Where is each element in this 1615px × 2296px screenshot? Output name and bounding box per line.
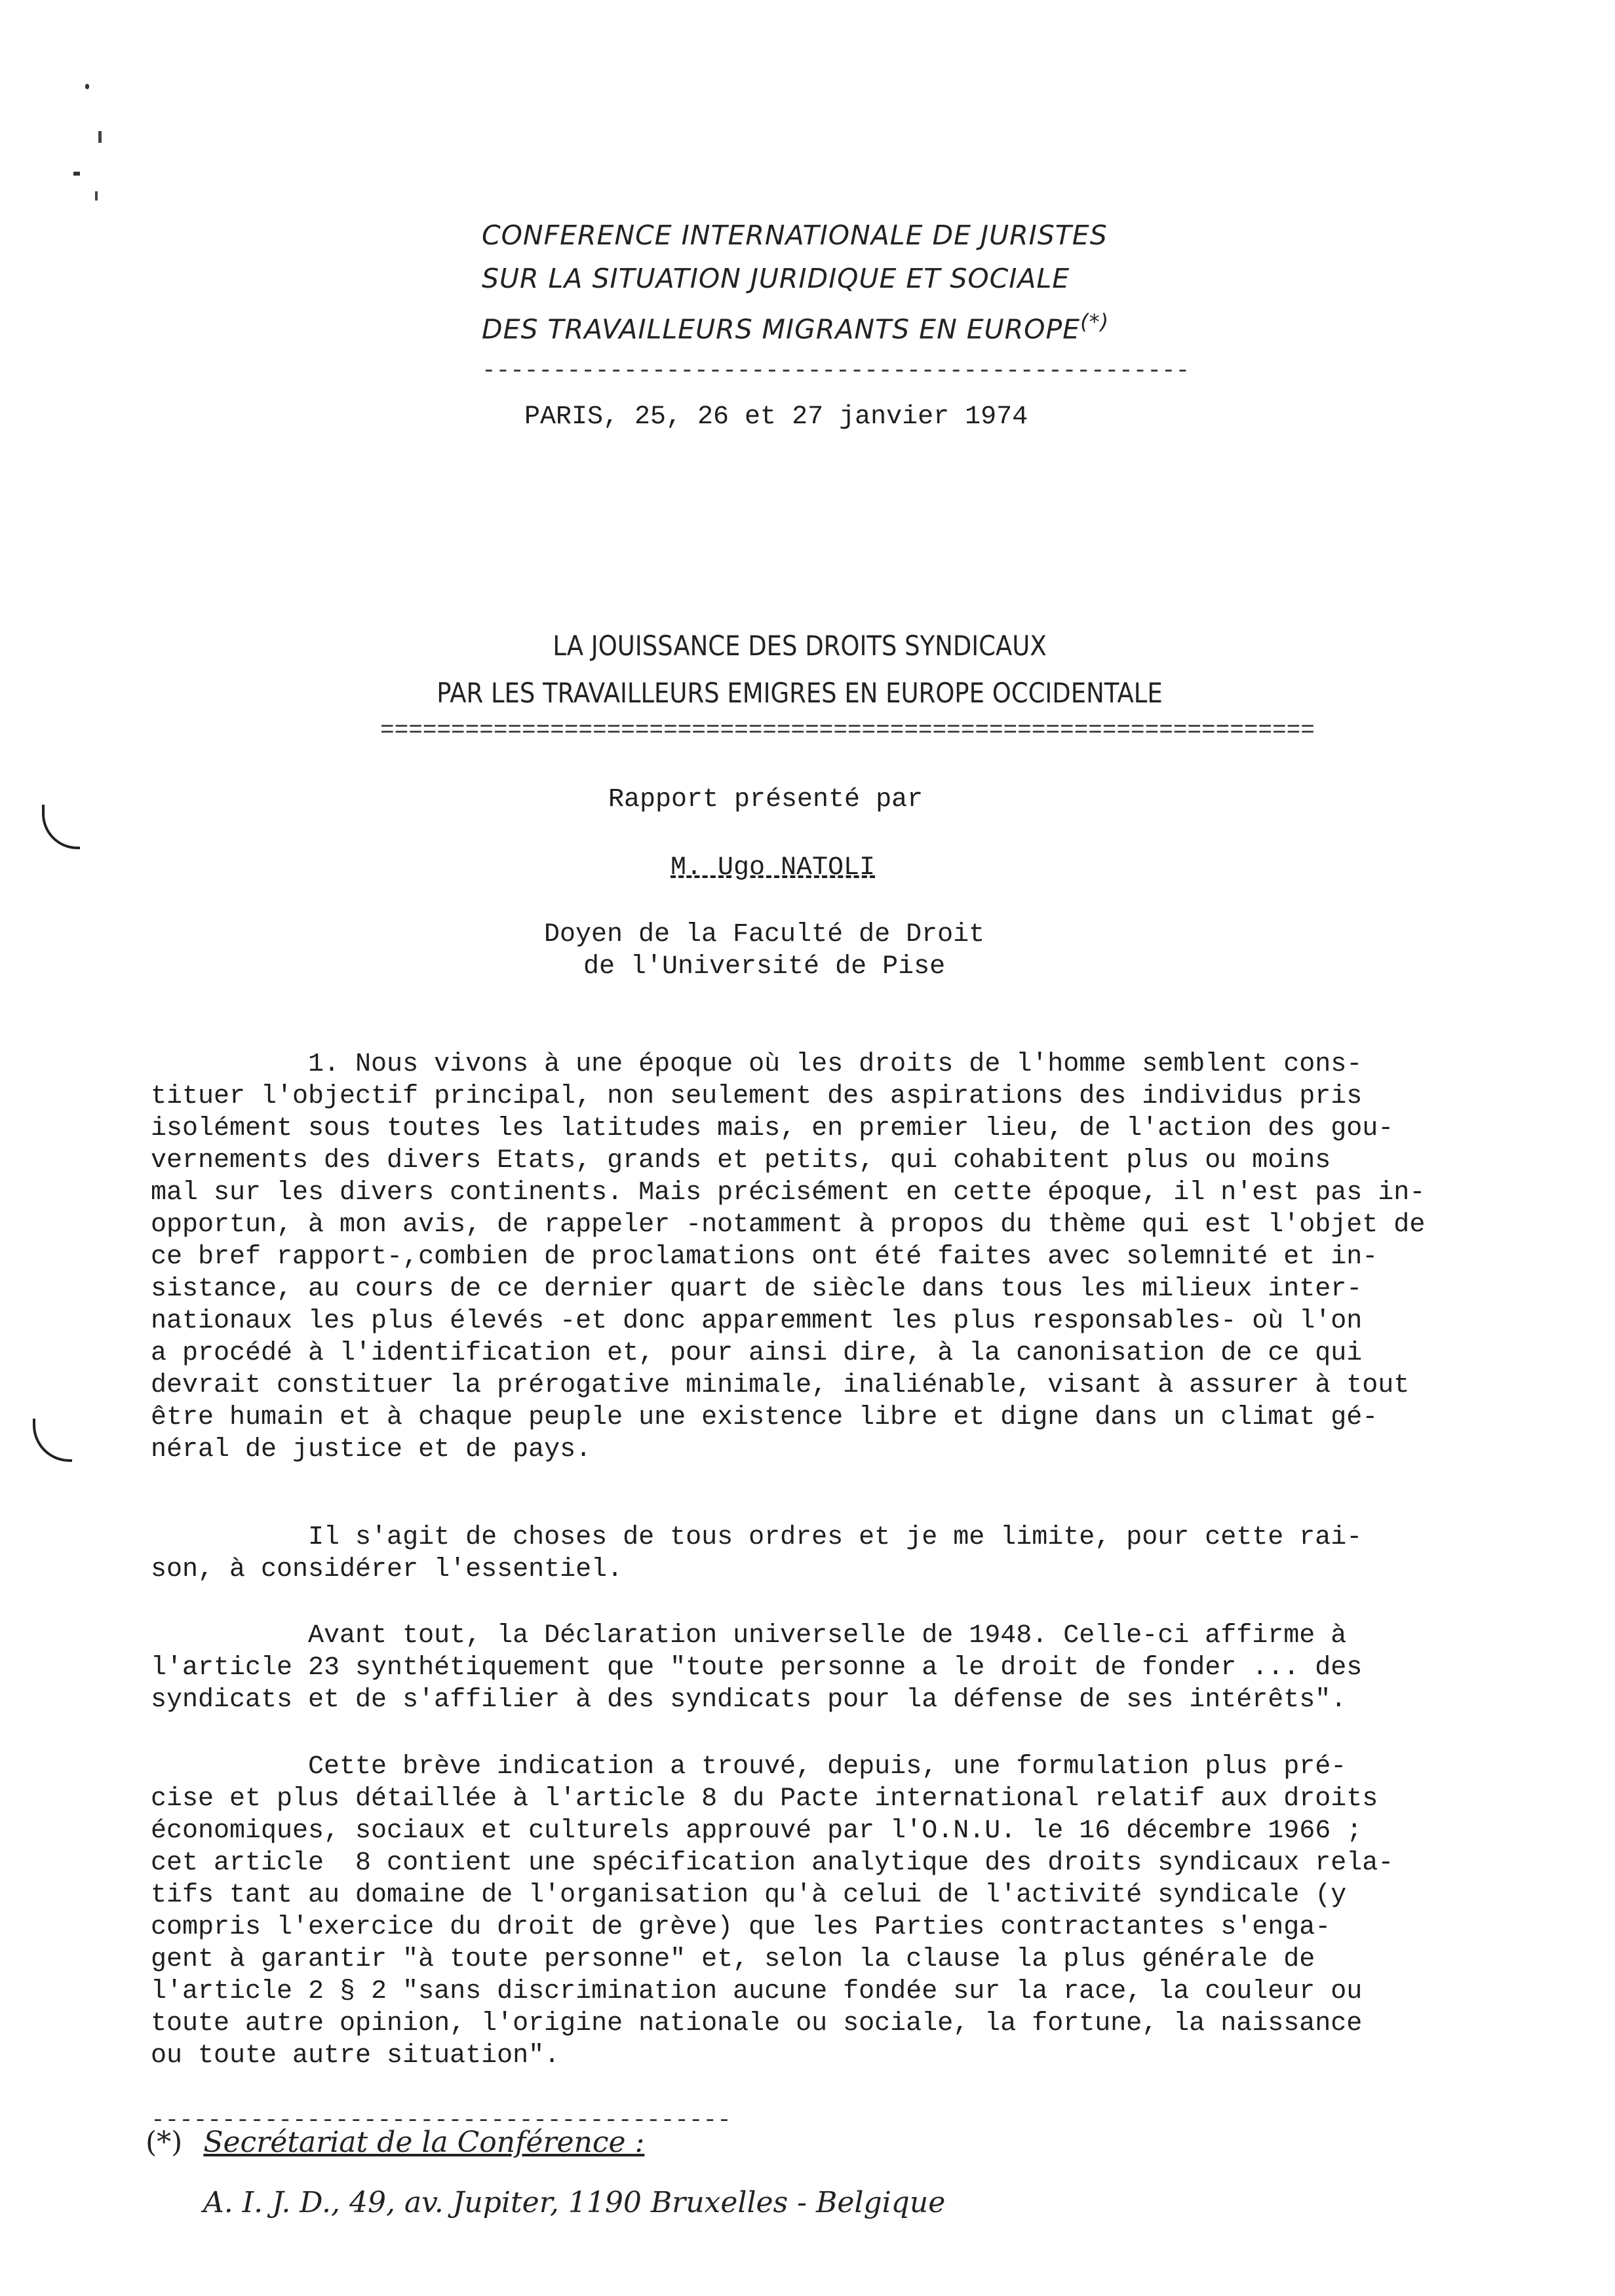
header-rule: -------------------------------------------------- [482, 357, 1190, 384]
footnote-mark-ref: (*) [146, 2126, 183, 2159]
p1-line: sistance, au cours de ce dernier quart de siècle dans tous les milieux inter- [151, 1274, 1363, 1304]
p1-line: isolément sous toutes les latitudes mais, en premier lieu, de l'action des gou- [151, 1114, 1394, 1143]
footnote-mark: (*) [1080, 309, 1110, 334]
p1-line: vernements des divers Etats, grands et petits, qui cohabitent plus ou moins [151, 1146, 1331, 1176]
p1-line: a procédé à l'identification et, pour ainsi dire, à la canonisation de ce qui [151, 1339, 1363, 1368]
p4-line: Cette brève indication a trouvé, depuis, une formulation plus pré- [151, 1752, 1347, 1782]
footnote-address: A. I. J. D., 49, av. Jupiter, 1190 Bruxelles - Belgique [203, 2186, 946, 2219]
title-line-2: PAR LES TRAVAILLEURS EMIGRES EN EUROPE OCCIDENTALE [437, 677, 1163, 709]
footnote-label: Secrétariat de la Conférence : [203, 2126, 645, 2159]
p1-line: néral de justice et de pays. [151, 1435, 592, 1464]
punch-dot-2 [98, 131, 102, 143]
title-line-1: LA JOUISSANCE DES DROITS SYNDICAUX [553, 630, 1047, 662]
conference-header [482, 214, 1268, 351]
header-line-3: DES TRAVAILLEURS MIGRANTS EN EUROPE(*) [482, 309, 1110, 345]
p1-line: tituer l'objectif principal, non seulement des aspirations des individus pris [151, 1082, 1363, 1111]
p4-line: ou toute autre situation". [151, 2041, 560, 2071]
header-line-1: CONFERENCE INTERNATIONALE DE JURISTES [482, 220, 1108, 251]
binding-mark-1 [42, 805, 80, 849]
p1-line: être humain et à chaque peuple une existence libre et digne dans un climat gé- [151, 1403, 1378, 1432]
p1-line: devrait constituer la prérogative minimale, inaliénable, visant à assurer à tout [151, 1371, 1410, 1400]
p4-line: économiques, sociaux et culturels approuvé par l'O.N.U. le 16 décembre 1966 ; [151, 1816, 1363, 1846]
p3-line: Avant tout, la Déclaration universelle de 1948. Celle-ci affirme à [151, 1621, 1347, 1651]
p3-line: syndicats et de s'affilier à des syndicats pour la défense de ses intérêts". [151, 1685, 1347, 1715]
p1-line: 1. Nous vivons à une époque où les droits de l'homme semblent cons- [151, 1050, 1363, 1079]
report-title [373, 622, 1226, 717]
p4-line: tifs tant au domaine de l'organisation qu'à celui de l'activité syndicale (y [151, 1881, 1347, 1910]
p4-line: toute autre opinion, l'origine nationale ou sociale, la fortune, la naissance [151, 2009, 1363, 2038]
p1-line: mal sur les divers continents. Mais précisément en cette époque, il n'est pas in- [151, 1178, 1426, 1208]
paragraph-1 [151, 1048, 1425, 1466]
p4-line: cet article 8 contient une spécification analytique des droits syndicaux rela- [151, 1848, 1394, 1878]
author-role-1: Doyen de la Faculté de Droit [544, 920, 985, 949]
p2-line: Il s'agit de choses de tous ordres et je me limite, pour cette rai- [151, 1523, 1363, 1552]
date-line: PARIS, 25, 26 et 27 janvier 1974 [524, 402, 1028, 432]
punch-dot-4 [95, 191, 98, 201]
p2-line: son, à considérer l'essentiel. [151, 1555, 623, 1584]
author-role-2: de l'Université de Pise [583, 952, 946, 982]
p4-line: l'article 2 § 2 "sans discrimination aucune fondée sur la race, la couleur ou [151, 1977, 1363, 2006]
p1-line: opportun, à mon avis, de rappeler -notamment à propos du thème qui est l'objet de [151, 1210, 1426, 1240]
punch-dot-1 [85, 84, 89, 89]
paragraph-2 [151, 1521, 1362, 1586]
p3-line: l'article 23 synthétiquement que "toute personne a le droit de fonder ... des [151, 1653, 1363, 1683]
punch-dot-3 [73, 172, 80, 176]
author-name: M. Ugo NATOLI [671, 853, 876, 883]
p4-line: cise et plus détaillée à l'article 8 du Pacte international relatif aux droits [151, 1784, 1378, 1814]
title-rule: ================================================================== [380, 717, 1315, 744]
p4-line: compris l'exercice du droit de grève) que les Parties contractantes s'enga- [151, 1913, 1331, 1942]
paragraph-3 [151, 1620, 1362, 1716]
paragraph-4 [151, 1751, 1393, 2072]
p4-line: gent à garantir "à toute personne" et, selon la clause la plus générale de [151, 1945, 1315, 1974]
binding-mark-2 [33, 1419, 72, 1462]
presented-by: Rapport présenté par [608, 785, 924, 814]
header-line-2: SUR LA SITUATION JURIDIQUE ET SOCIALE [482, 263, 1070, 294]
footnote-rule: ----------------------------------------- [151, 2107, 731, 2133]
footnote-secretariat [146, 2126, 644, 2159]
p1-line: ce bref rapport-,combien de proclamations ont été faites avec solemnité et in- [151, 1242, 1378, 1272]
p1-line: nationaux les plus élevés -et donc apparemment les plus responsables- où l'on [151, 1307, 1363, 1336]
